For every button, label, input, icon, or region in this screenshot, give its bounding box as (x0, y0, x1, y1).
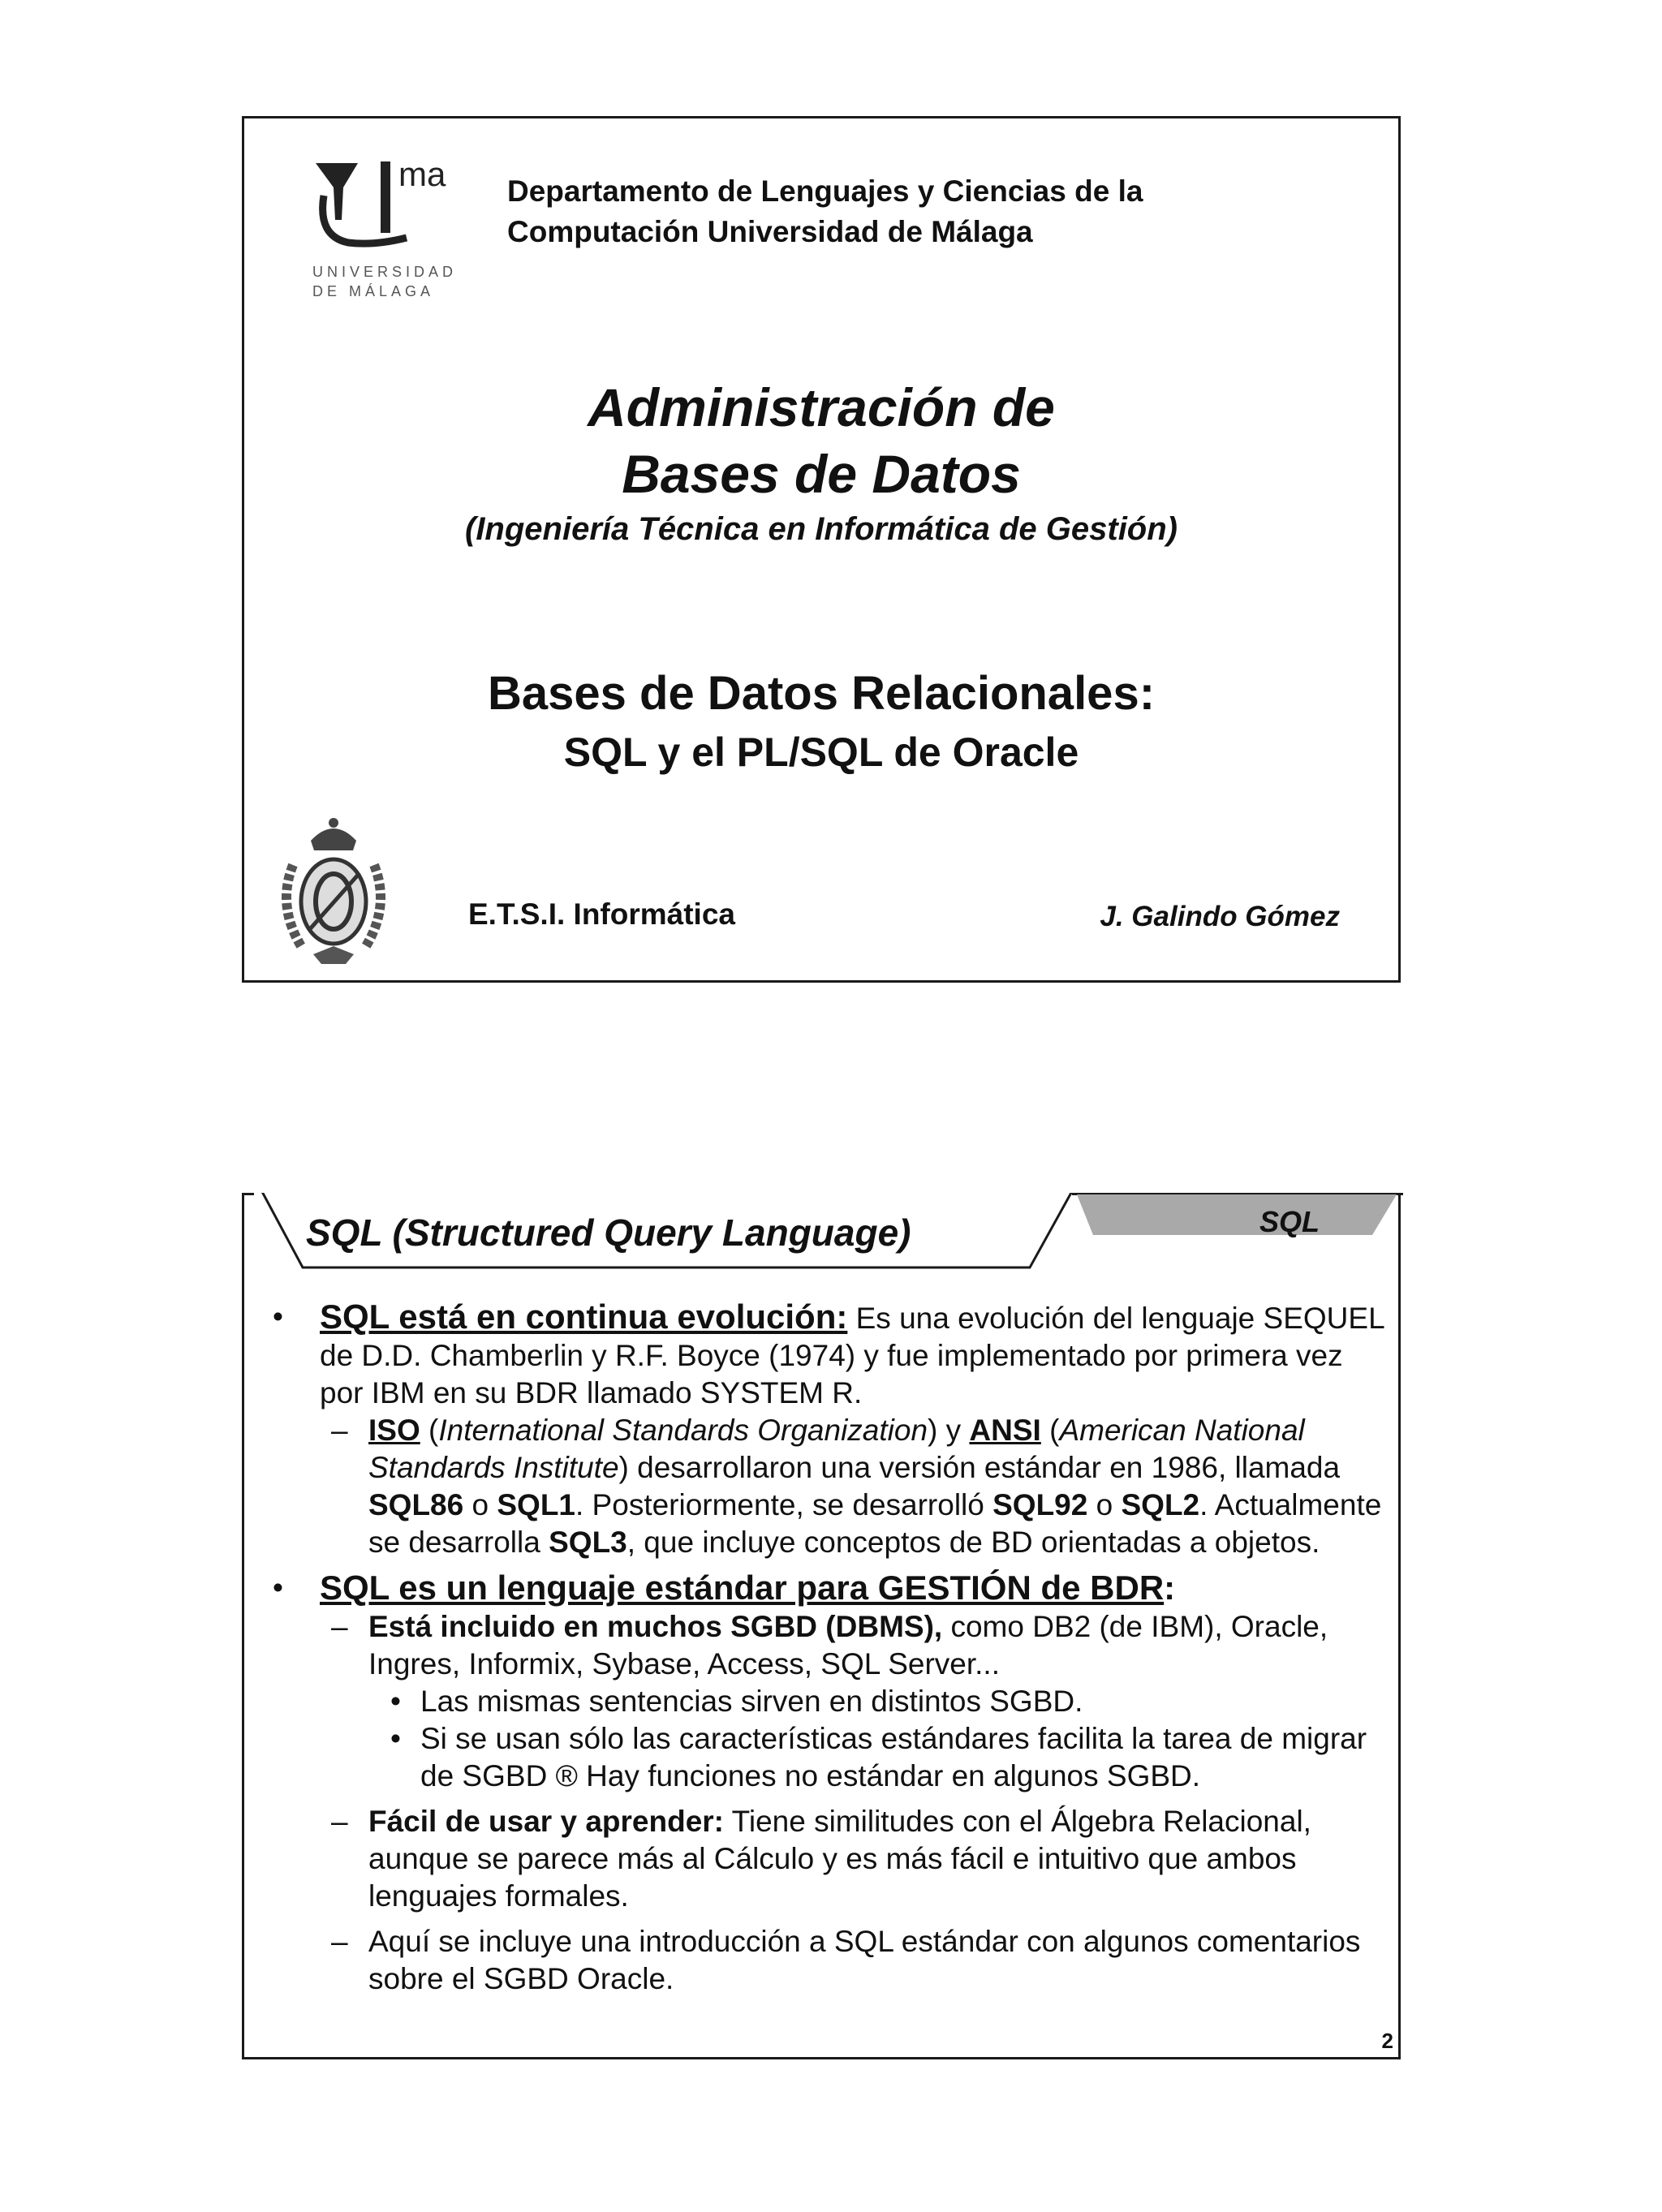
text-run: o (463, 1488, 497, 1521)
sql2-term: SQL2 (1121, 1488, 1200, 1521)
department-line-2: Computación Universidad de Málaga (507, 215, 1033, 248)
list-item (273, 1803, 1389, 1915)
heading-colon: : (1164, 1569, 1176, 1607)
item-text: Aquí se incluye una introducción a SQL estándar con algunos comentarios sobre el SGBD Oracle. (368, 1925, 1361, 1995)
department-line-1: Departamento de Lenguajes y Ciencias de la (507, 174, 1143, 208)
school-crest-icon (269, 808, 398, 970)
bullet-text: Es una evolución del lenguaje SEQUEL de D.D. Chamberlin y R.F. Boyce (1974) y fue implementado por primera vez por IBM en su BDR llamado SYSTEM R. (320, 1302, 1384, 1409)
list-item (273, 1720, 1389, 1795)
page-number: 2 (1381, 2029, 1393, 2053)
text-run: ( (1040, 1414, 1060, 1447)
bullet-marker: • (390, 1685, 401, 1718)
svg-text:DE MÁLAGA: DE MÁLAGA (312, 283, 435, 299)
iso-full-name: International Standards Organization (438, 1414, 928, 1447)
bullet-heading: SQL está en continua evolución: (320, 1298, 848, 1336)
title-slide (242, 116, 1401, 983)
ansi-term: ANSI (969, 1414, 1041, 1447)
course-title (244, 374, 1398, 507)
topic-title: Bases de Datos Relacionales: (487, 667, 1156, 720)
list-item (273, 1608, 1389, 1683)
text-run: , que incluye conceptos de BD orientadas a objetos. (626, 1526, 1320, 1559)
dash-marker: – (331, 1610, 348, 1643)
list-item (273, 1923, 1389, 1998)
item-text: Tiene similitudes con el Álgebra Relacional, aunque se parece más al Cálculo y es más fácil e intuitivo que ambos lenguajes formales. (368, 1805, 1311, 1913)
item-text: como DB2 (de IBM), Oracle, Ingres, Informix, Sybase, Access, SQL Server... (368, 1610, 1328, 1681)
list-item (273, 1412, 1389, 1561)
school-name: E.T.S.I. Informática (468, 897, 735, 931)
text-run: ( (420, 1414, 439, 1447)
item-text: Si se usan sólo las características estándares facilita la tarea de migrar de SGBD ® Hay funciones no estándar en algunos SGBD. (420, 1722, 1367, 1792)
item-text: Las mismas sentencias sirven en distintos SGBD. (420, 1685, 1083, 1718)
list-item (273, 1298, 1389, 1412)
sql86-term: SQL86 (368, 1488, 464, 1521)
bullet-heading: SQL es un lenguaje estándar para GESTIÓN de BDR (320, 1569, 1165, 1607)
svg-text:ma: ma (398, 155, 446, 193)
text-run: . Posteriormente, se desarrolló (575, 1488, 993, 1521)
sql3-term: SQL3 (549, 1526, 627, 1559)
item-lead: Fácil de usar y aprender: (368, 1805, 725, 1838)
text-run: ) y (928, 1414, 970, 1447)
dash-marker: – (331, 1414, 348, 1447)
department-name (507, 171, 1143, 252)
bullet-marker: • (273, 1571, 283, 1604)
slide-title: SQL (Structured Query Language) (306, 1211, 911, 1254)
dash-marker: – (331, 1805, 348, 1838)
bullet-marker: • (273, 1300, 283, 1333)
bullet-marker: • (390, 1722, 401, 1755)
topic-subtitle: SQL y el PL/SQL de Oracle (563, 729, 1079, 775)
slide-content (273, 1298, 1389, 1998)
list-item (273, 1683, 1389, 1720)
sql92-term: SQL92 (992, 1488, 1088, 1521)
uma-logo-icon (309, 147, 463, 301)
degree-subtitle: (Ingeniería Técnica en Informática de Gestión) (465, 511, 1178, 547)
sql-slide (242, 1193, 1401, 2059)
dash-marker: – (331, 1925, 348, 1958)
ansi-full-name: American National Standards Institute (368, 1414, 1305, 1484)
author-name: J. Galindo Gómez (1100, 901, 1340, 932)
text-run: o (1087, 1488, 1122, 1521)
sql1-term: SQL1 (497, 1488, 575, 1521)
section-tag: SQL (1259, 1205, 1320, 1238)
list-item (273, 1569, 1389, 1608)
course-title-line-1: Administración de (588, 377, 1055, 437)
svg-text:UNIVERSIDAD: UNIVERSIDAD (312, 264, 458, 280)
item-lead: Está incluido en muchos SGBD (DBMS), (368, 1610, 943, 1643)
course-title-line-2: Bases de Datos (622, 444, 1021, 504)
text-run: . Actualmente se desarrolla (368, 1488, 1382, 1559)
text-run: ) desarrollaron una versión estándar en 1986, llamada (618, 1451, 1341, 1484)
iso-term: ISO (368, 1414, 420, 1447)
